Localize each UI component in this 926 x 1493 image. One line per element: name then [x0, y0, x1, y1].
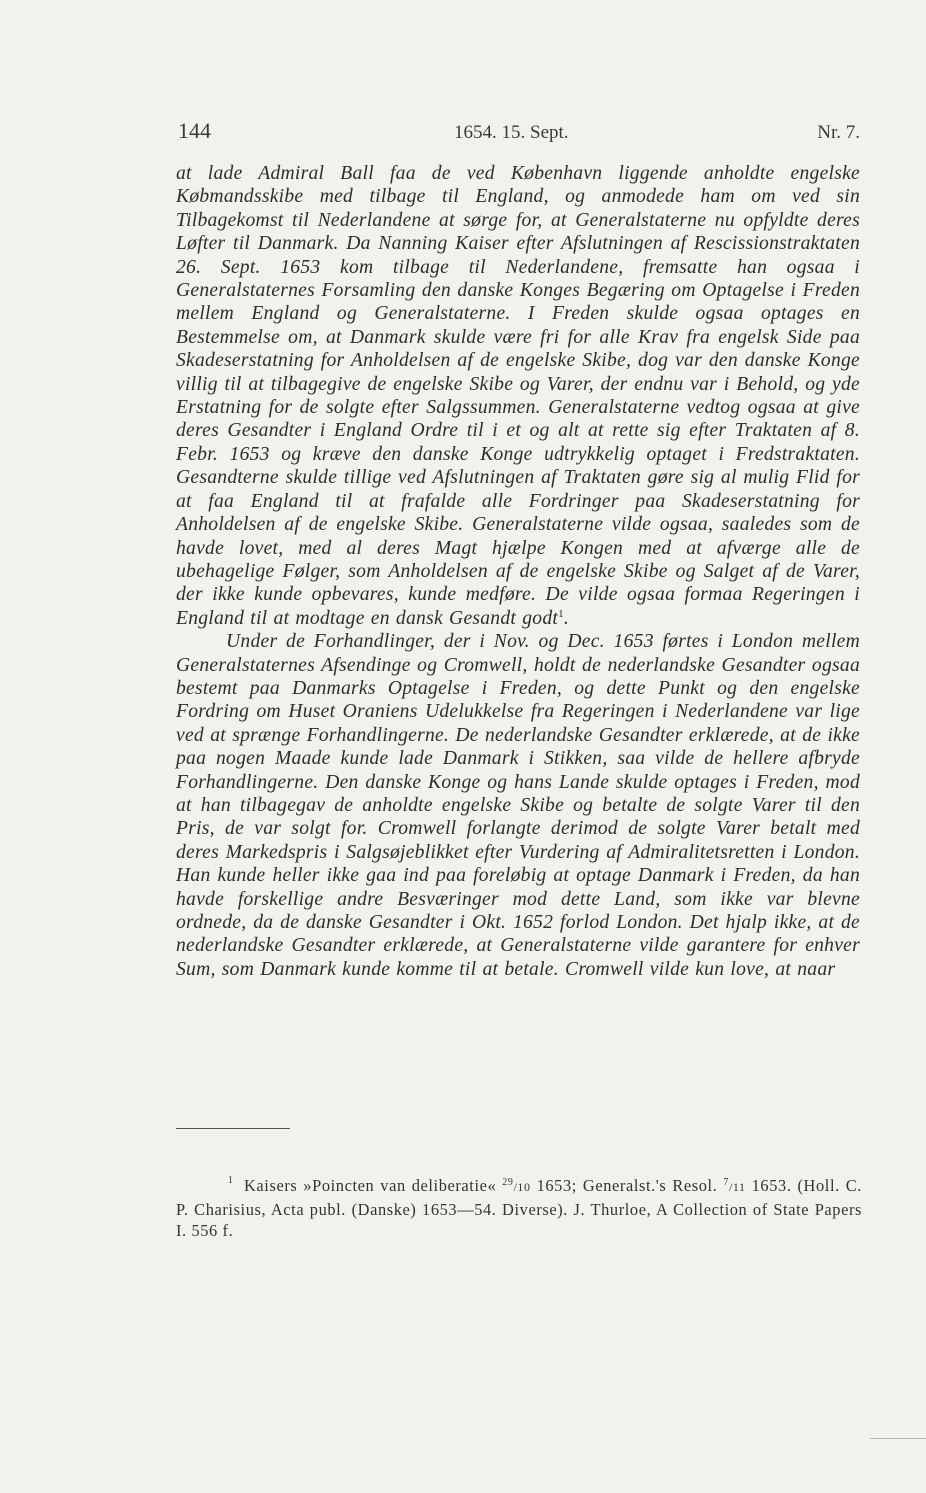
paragraph-1: [176, 162, 860, 630]
footnote-divider: [176, 1128, 290, 1129]
paragraph-2: Under de Forhandlinger, der i Nov. og Dec. 1653 førtes i London mellem Generalstaternes Afsendinge og Cromwell, holdt de nederlandske Gesandter ogsaa bestemt paa Danmarks Optagelse i Freden, og dette Punkt og den engelske Fordring om Huset Oraniens Udelukkelse fra Regeringen i Nederlandene var lige ved at sprænge Forhandlingerne. De nederlandske Gesandter erklærede, at de ikke paa nogen Maade kunde lade Danmark i Stikken, saa vilde de hellere afbryde Forhandlingerne. Den danske Konge og hans Lande skulde optages i Freden, mod at han tilbagegav de anholdte engelske Skibe og betalte de solgte Varer til den Pris, de var solgt for. Cromwell forlangte derimod de solgte Varer betalt med deres Markedspris i Salgsøjeblikket efter Vurdering af Admiralitetsretten i London. Han kunde heller ikke gaa ind paa foreløbig at optage Danmark i Freden, da han havde forskellige andre Besværinger mod dette Land, som ikke var blevne ordnede, da de danske Gesandter i Okt. 1652 forlod London. Det hjalp ikke, at de nederlandske Gesandter erklærede, at Generalstaterne vilde garantere for enhver Sum, som Danmark kunde komme til at betale. Cromwell vilde kun love, at naar: [176, 631, 860, 980]
paragraph-1-text: at lade Admiral Ball faa de ved København liggende anholdte engelske Købmandsskibe med tilbage til England, og anmodede ham om ved sin Tilbagekomst til Nederlandene at sørge for, at Generalstaterne nu opfyldte deres Løfter til Danmark. Da Nanning Kaiser efter Afslutningen af Rescissionstraktaten 26. Sept. 1653 kom tilbage til Nederlandene, fremsatte han ogsaa i Generalstaternes Forsamling den danske Konges Begæring om Optagelse i Freden mellem England og Generalstaterne. I Freden skulde ogsaa optages en Bestemmelse om, at Danmark skulde være fri for alle Krav fra engelsk Side paa Skadeserstatning for Anholdelsen af de engelske Skibe, dog var den danske Konge villig til at tilbagegive de engelske Skibe og Varer, der endnu var i Behold, og yde Erstatning for de solgte efter Salgssummen. Generalstaterne vedtog ogsaa at give deres Gesandter i England Ordre til i et og alt at rette sig efter Traktaten af 8. Febr. 1653 og kræve den danske Konge udtrykkelig optaget i Fredstraktaten. Gesandterne skulde tillige ved Afslutningen af Traktaten gøre sig al mulig Flid for at faa England til at frafalde alle Fordringer paa Skadeserstatning for Anholdelsen af de engelske Skibe. Generalstaterne vilde ogsaa, saaledes som de havde lovet, med al deres Magt hjælpe Kongen med at afværge alle de ubehagelige Følger, som Anholdelsen af de engelske Skibe og Salget af de Varer, der ikke kunde opbevares, kunde medføre. De vilde ogsaa formaa Regeringen i England til at modtage en dansk Gesandt godt: [176, 163, 860, 629]
footnote-reference[interactable]: 1: [558, 607, 564, 620]
footnote: [176, 1175, 862, 1242]
scan-edge-line: [870, 1438, 926, 1439]
footnote-text-b: 1653; Generalst.'s Resol.: [530, 1176, 724, 1195]
footnote-date-denominator-2: /11: [728, 1180, 746, 1194]
footnote-text-c: 1653. (Holl. C. P. Charisius, Acta publ. (Danske) 1653—54. Diverse). J. Thurloe, A Collection of State Papers I. 556 f.: [176, 1176, 863, 1240]
footnote-text-a: Kaisers »Poincten van deliberatie«: [244, 1176, 503, 1195]
running-header: [178, 118, 860, 148]
document-number: Nr. 7.: [817, 122, 860, 143]
paragraph-1-end: .: [563, 607, 569, 629]
header-date: 1654. 15. Sept.: [454, 122, 569, 143]
footnote-mark: 1: [228, 1175, 234, 1186]
footnote-date-denominator-1: /10: [513, 1180, 531, 1194]
footnote-date-numerator-1: 29: [502, 1177, 514, 1188]
footnote-date-numerator-2: 7: [723, 1177, 729, 1188]
page-number: 144: [178, 118, 211, 143]
main-text: [176, 162, 860, 981]
footnote-text: [176, 1175, 862, 1242]
